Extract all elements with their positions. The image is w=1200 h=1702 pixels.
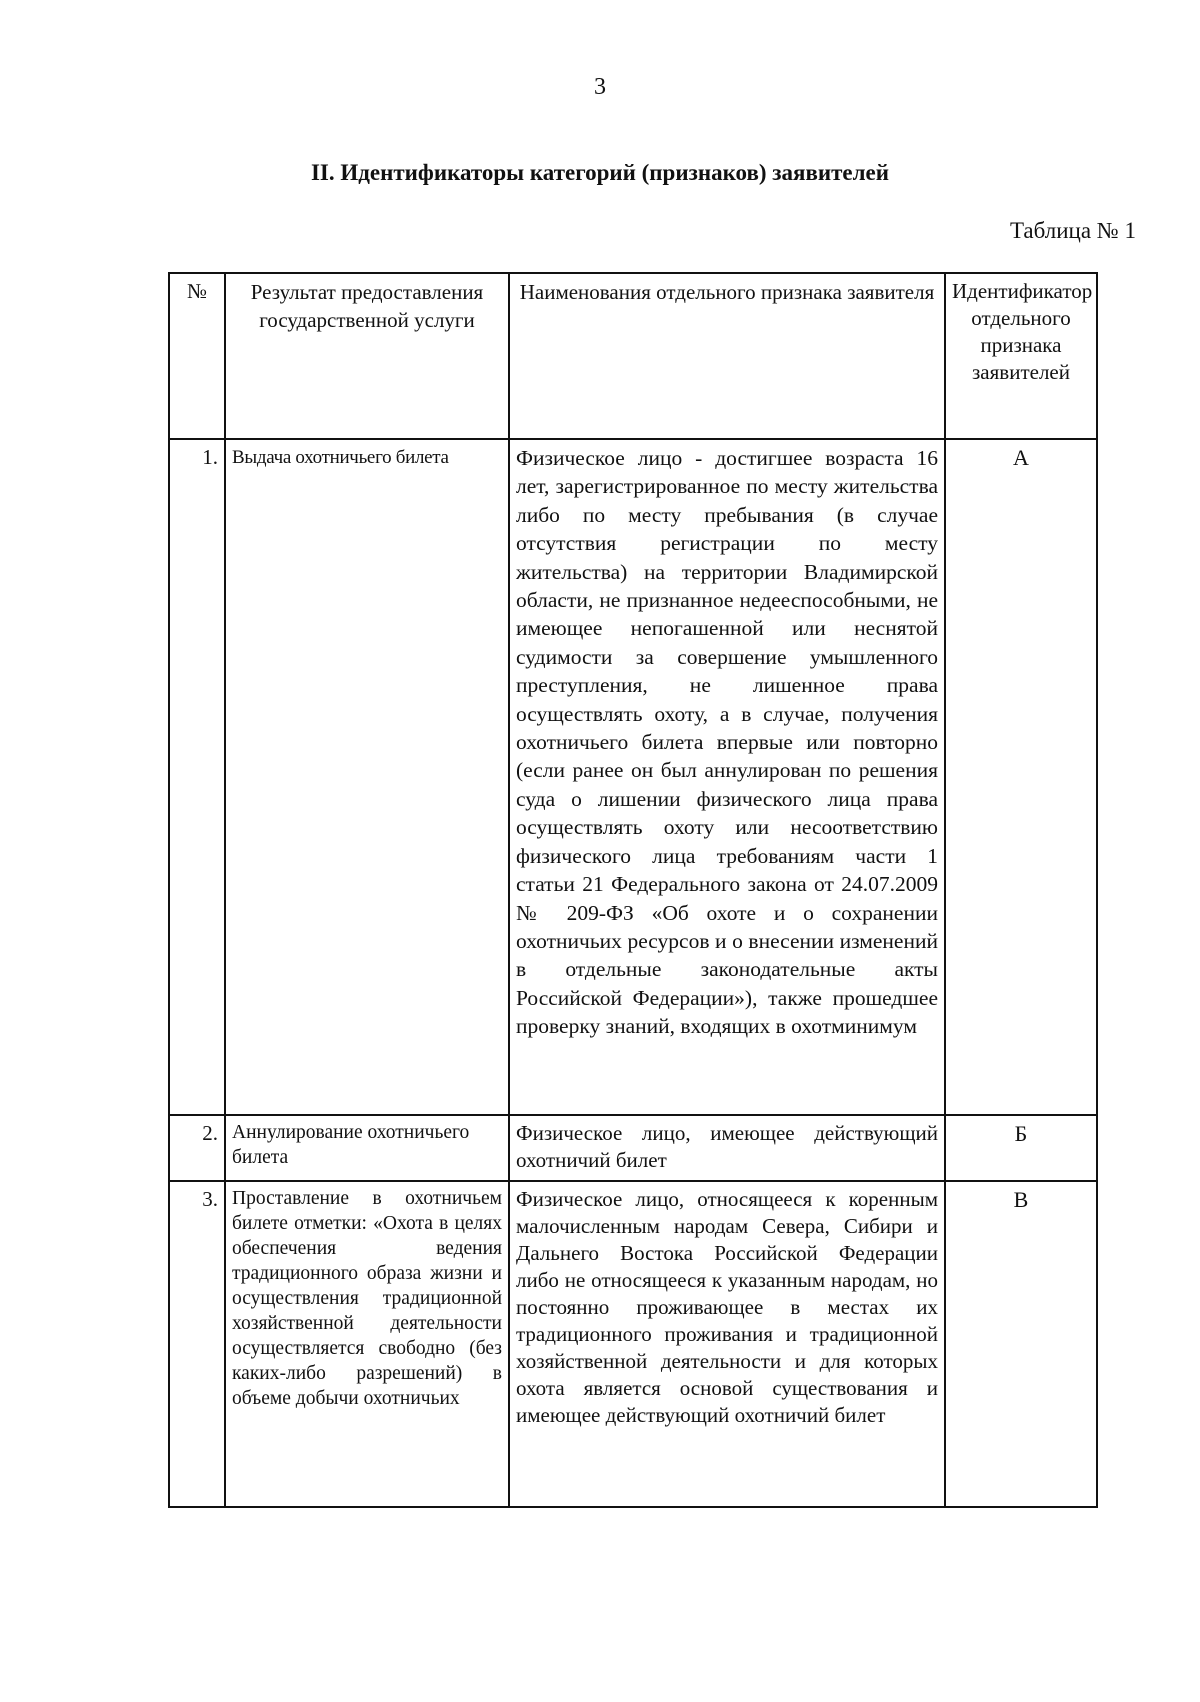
row-result: Аннулирование охотничьего билета [225,1115,509,1181]
header-result: Результат предоставления государственной услуги [225,273,509,439]
row-result: Выдача охотничьего билета [225,439,509,1115]
table-row [169,1115,1097,1181]
row-attribute: Физическое лицо, имеющее действующий охотничий билет [509,1115,945,1181]
row-index: 2. [169,1115,225,1181]
row-identifier: А [945,439,1097,1115]
row-identifier: Б [945,1115,1097,1181]
row-attribute: Физическое лицо - достигшее возраста 16 лет, зарегистрированное по месту жительства либо по месту пребывания (в случае отсутствия регистрации по месту жительства) на территории Владимирской области, не признанное недееспособными, не имеющее непогашенной или неснятой судимости за совершение умышленного преступления, не лишенное права осуществлять охоту, а в случае, получения охотничьего билета впервые или повторно (если ранее он был аннулирован по решения суда о лишении физического лица права осуществлять охоту или несоответствию физического лица требованиям части 1 статьи 21 Федерального закона от 24.07.2009 № 209-ФЗ «Об охоте и о сохранении охотничьих ресурсов и о внесении изменений в отдельные законодательные акты Российской Федерации»), также прошедшее проверку знаний, входящих в охотминимум [509,439,945,1115]
table-row [169,1181,1097,1507]
header-identifier: Идентификатор отдельного признака заявителей [945,273,1097,439]
row-index: 1. [169,439,225,1115]
table-row [169,439,1097,1115]
table-caption: Таблица № 1 [1009,218,1136,243]
header-number: № [169,273,225,439]
header-attribute-name: Наименования отдельного признака заявителя [509,273,945,439]
row-attribute: Физическое лицо, относящееся к коренным малочисленным народам Севера, Сибири и Дальнего Востока Российской Федерации либо не относящееся к указанным народам, но постоянно проживающее в местах их традиционного проживания и традиционной хозяйственной деятельности и для которых охота является основой существования и имеющее действующий охотничий билет [509,1181,945,1507]
row-identifier: В [945,1181,1097,1507]
table-header-row [169,273,1097,439]
row-result: Проставление в охотничьем билете отметки: «Охота в целях обеспечения ведения традиционного образа жизни и осуществления традиционной хозяйственной деятельности осуществляется свободно (без каких-либо разрешений) в объеме добычи охотничьих [225,1181,509,1507]
applicant-categories-table [168,272,1098,1508]
row-index: 3. [169,1181,225,1507]
section-title: II. Идентификаторы категорий (признаков) заявителей [310,160,890,185]
page-number: 3 [594,74,606,100]
